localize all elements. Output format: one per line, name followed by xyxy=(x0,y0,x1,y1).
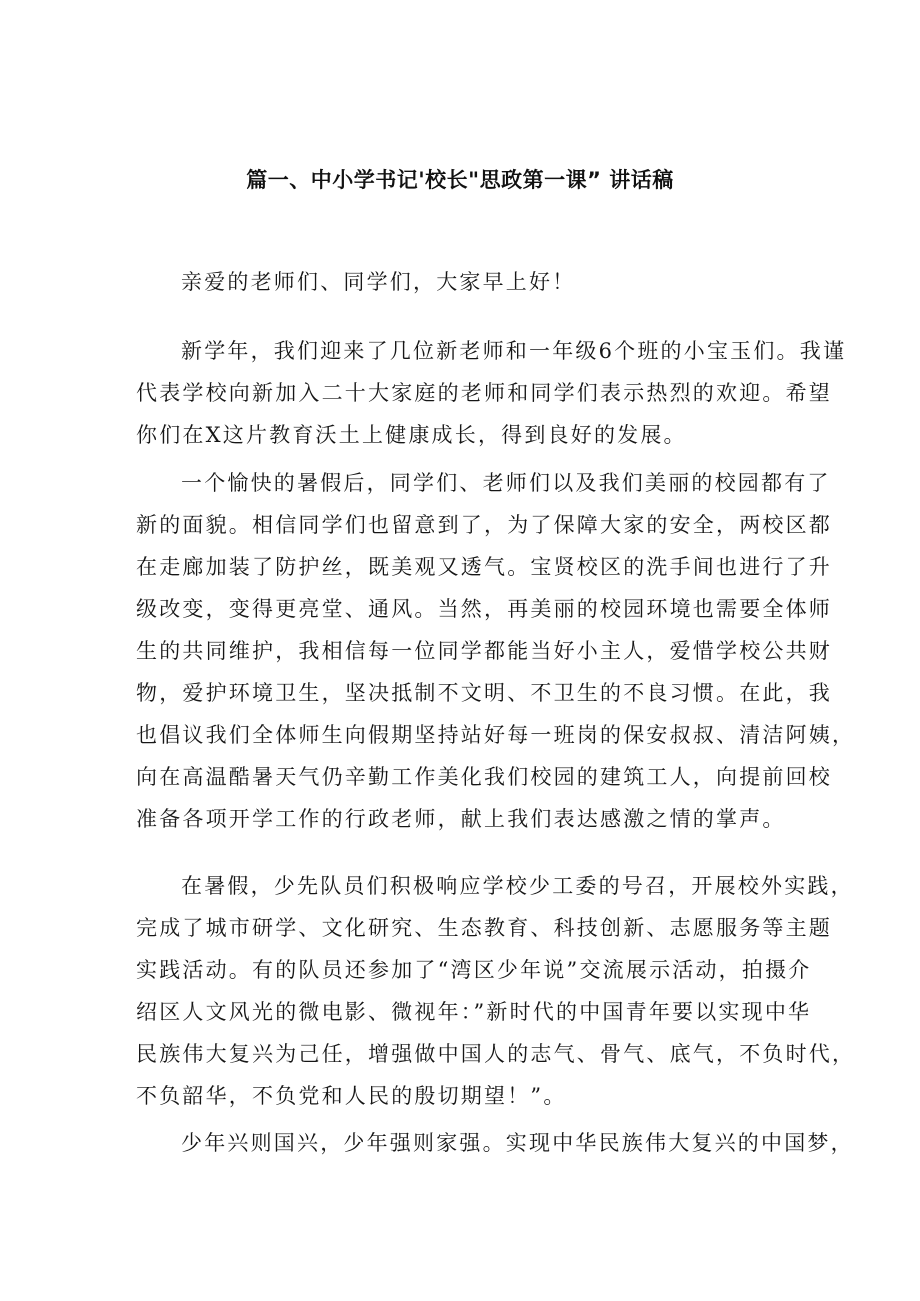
paragraph-line: 准备各项开学工作的行政老师，献上我们表达感激之情的掌声。 xyxy=(136,807,786,831)
paragraph-line: 在暑假，少先队员们积极响应学校少工委的号召，开展校外实践， xyxy=(181,874,854,898)
paragraph-line: 物，爱护环境卫生，坚决抵制不文明、不卫生的不良习惯。在此，我 xyxy=(136,681,832,705)
paragraph-line: 不负韶华，不负党和人民的殷切期望！”。 xyxy=(136,1084,567,1108)
paragraph-line: 民族伟大复兴为己任，增强做中国人的志气、骨气、底气，不负时代， xyxy=(136,1042,856,1066)
paragraph-line: 新学年，我们迎来了几位新老师和一年级6个班的小宝玉们。我谨 xyxy=(181,339,847,363)
document-title: 篇一、中小学书记'校长"思政第一课” 讲话稿 xyxy=(246,168,674,192)
paragraph-line: 绍区人文风光的微电影、微视年：”新时代的中国青年要以实现中华 xyxy=(136,1000,812,1024)
paragraph-line: 代表学校向新加入二十大家庭的老师和同学们表示热烈的欢迎。希望 xyxy=(136,381,832,405)
paragraph-line: 少年兴则国兴，少年强则家强。实现中华民族伟大复兴的中国梦， xyxy=(181,1131,854,1155)
paragraph-line: 你们在X这片教育沃土上健康成长，得到良好的发展。 xyxy=(136,423,687,447)
paragraph-line: 一个愉快的暑假后，同学们、老师们以及我们美丽的校园都有了 xyxy=(181,471,831,495)
paragraph-line: 在走廊加装了防护丝，既美观又透气。宝贤校区的洗手间也进行了升 xyxy=(136,555,832,579)
paragraph-line: 实践活动。有的队员还参加了“湾区少年说”交流展示活动，拍摄介 xyxy=(136,958,812,982)
paragraph-greeting-line: 亲爱的老师们、同学们，大家早上好！ xyxy=(181,270,576,294)
paragraph-line: 级改变，变得更亮堂、通风。当然，再美丽的校园环境也需要全体师 xyxy=(136,597,832,621)
paragraph-line: 新的面貌。相信同学们也留意到了，为了保障大家的安全，两校区都 xyxy=(136,513,832,537)
paragraph-line: 生的共同维护，我相信每一位同学都能当好小主人，爱惜学校公共财 xyxy=(136,639,832,663)
paragraph-line: 向在高温酷暑天气仍辛勤工作美化我们校园的建筑工人，向提前回校 xyxy=(136,765,832,789)
paragraph-line: 完成了城市研学、文化研究、生态教育、科技创新、志愿服务等主题 xyxy=(136,916,832,940)
paragraph-line: 也倡议我们全体师生向假期坚持站好每一班岗的保安叔叔、清洁阿姨， xyxy=(136,723,856,747)
